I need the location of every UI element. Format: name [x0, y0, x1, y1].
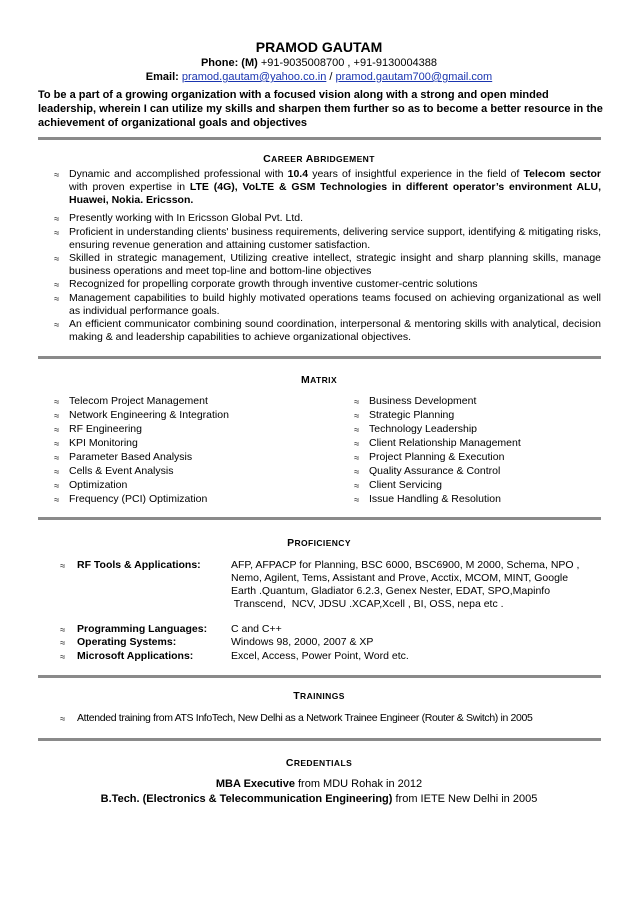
- bullet-icon: ≈: [60, 625, 66, 636]
- bullet-icon: ≈: [54, 481, 60, 492]
- bullet-icon: ≈: [54, 254, 60, 265]
- matrix-skill: Cells & Event Analysis: [69, 465, 174, 477]
- proficiency-value: AFP, AFPACP for Planning, BSC 6000, BSC6900, M 2000, Schema, NPO ,: [231, 559, 580, 571]
- matrix-skill: Optimization: [69, 479, 128, 491]
- section-divider: [38, 675, 601, 678]
- email-line: [0, 71, 638, 83]
- matrix-skill: Technology Leadership: [369, 423, 477, 435]
- bullet-icon: ≈: [354, 495, 360, 506]
- trainings-heading: TRAININGS: [293, 690, 345, 702]
- phone-label: Phone: (M): [200, 57, 258, 69]
- proficiency-heading: PROFICIENCY: [287, 537, 351, 549]
- proficiency-value: C and C++: [231, 623, 282, 635]
- bullet-icon: ≈: [54, 495, 60, 506]
- bullet-icon: ≈: [354, 467, 360, 478]
- credentials-heading: CREDENTIALS: [285, 757, 353, 769]
- career-item: Recognized for propelling corporate growth through inventive customer-centric solutions: [69, 278, 478, 290]
- bullet-icon: ≈: [60, 638, 66, 649]
- bullet-icon: ≈: [60, 714, 66, 725]
- candidate-name: PRAMOD GAUTAM: [255, 39, 383, 55]
- bullet-icon: ≈: [354, 439, 360, 450]
- proficiency-value: Excel, Access, Power Point, Word etc.: [231, 650, 409, 662]
- matrix-skill: Issue Handling & Resolution: [369, 493, 501, 505]
- bullet-icon: ≈: [54, 228, 60, 239]
- section-divider: [38, 738, 601, 741]
- proficiency-label: Programming Languages:: [77, 623, 208, 635]
- career-item: Proficient in understanding clients' business requirements, delivering service support, identifying & mitigating risks, ensuring revenue generation and attaining customer satisfaction.: [69, 226, 601, 252]
- proficiency-value: Windows 98, 2000, 2007 & XP: [231, 636, 374, 648]
- bullet-icon: ≈: [60, 561, 66, 572]
- proficiency-value: Earth .Quantum, Gladiator 6.2.3, Genex Nester, EDAT, SPO,Mapinfo: [231, 585, 551, 597]
- training-item: Attended training from ATS InfoTech, New Delhi as a Network Trainee Engineer (Router & Switch) in 2005: [77, 712, 533, 724]
- bullet-icon: ≈: [354, 397, 360, 408]
- proficiency-label: Microsoft Applications:: [77, 650, 194, 662]
- career-heading: CAREER ABRIDGEMENT: [263, 153, 375, 165]
- matrix-skill: Project Planning & Execution: [369, 451, 505, 463]
- credential-mba: MBA Executive from MDU Rohak in 2012: [215, 778, 423, 790]
- proficiency-label: RF Tools & Applications:: [77, 559, 201, 571]
- bullet-icon: ≈: [54, 294, 60, 305]
- bullet-icon: ≈: [354, 453, 360, 464]
- bullet-icon: ≈: [54, 170, 60, 181]
- proficiency-value: Nemo, Agilent, Tems, Assistant and Prove, Acctix, MCOM, MINT, Google: [231, 572, 569, 584]
- matrix-skill: Network Engineering & Integration: [69, 409, 229, 421]
- phone-numbers: +91-9035008700 , +91-9130004388: [260, 57, 438, 69]
- bullet-icon: ≈: [54, 397, 60, 408]
- proficiency-label: Operating Systems:: [77, 636, 177, 648]
- bullet-icon: ≈: [354, 425, 360, 436]
- matrix-skill: Parameter Based Analysis: [69, 451, 193, 463]
- matrix-skill: Strategic Planning: [369, 409, 455, 421]
- credential-btech: B.Tech. (Electronics & Telecommunication Engineering) from IETE New Delhi in 2005: [100, 793, 538, 805]
- bullet-icon: ≈: [54, 439, 60, 450]
- section-divider: [38, 137, 601, 140]
- section-divider: [38, 517, 601, 520]
- email-link-yahoo[interactable]: pramod.gautam@yahoo.co.in: [181, 71, 327, 83]
- section-divider: [38, 356, 601, 359]
- matrix-skill: Quality Assurance & Control: [369, 465, 501, 477]
- email-label: Email:: [145, 71, 179, 83]
- bullet-icon: ≈: [54, 320, 60, 331]
- bullet-icon: ≈: [60, 652, 66, 663]
- bullet-icon: ≈: [54, 453, 60, 464]
- matrix-skill: Client Servicing: [369, 479, 442, 491]
- matrix-heading: MATRIX: [300, 374, 338, 386]
- email-separator: /: [326, 71, 336, 83]
- career-item: Skilled in strategic management, Utilizing creative intellect, strategic insight and sharp planning skills, manage business operations and meet top-line and bottom-line objectives: [69, 252, 601, 278]
- career-item: Dynamic and accomplished professional with 10.4 years of insightful experience in the field of Telecom sector with proven expertise in LTE (4G), VoLTE & GSM Technologies in different operator’s environment ALU, Huawei, Nokia. Ericsson.: [69, 168, 601, 207]
- bullet-icon: ≈: [54, 280, 60, 291]
- career-item: Management capabilities to build highly motivated operations teams focused on achieving organizational as well as individual performance goals.: [69, 292, 601, 318]
- proficiency-value: Transcend, NCV, JDSU .XCAP,Xcell , BI, OSS, nepa etc .: [231, 598, 504, 610]
- bullet-icon: ≈: [354, 481, 360, 492]
- matrix-skill: RF Engineering: [69, 423, 142, 435]
- bullet-icon: ≈: [54, 214, 60, 225]
- bullet-icon: ≈: [54, 425, 60, 436]
- matrix-skill: KPI Monitoring: [69, 437, 138, 449]
- bullet-icon: ≈: [54, 467, 60, 478]
- phone-line: [0, 57, 638, 69]
- objective-statement: To be a part of a growing organization with a focused vision along with a strong and open minded leadership, wherein I can utilize my skills and sharpen them further so as to become a better resource in the achievement of organizational goals and objectives: [38, 89, 603, 129]
- matrix-skill: Telecom Project Management: [69, 395, 208, 407]
- bullet-icon: ≈: [354, 411, 360, 422]
- career-item: Presently working with In Ericsson Global Pvt. Ltd.: [69, 212, 304, 224]
- email-link-gmail[interactable]: pramod.gautam700@gmail.com: [335, 71, 493, 83]
- matrix-skill: Business Development: [369, 395, 477, 407]
- matrix-skill: Client Relationship Management: [369, 437, 521, 449]
- career-item: An efficient communicator combining sound coordination, interpersonal & mentoring skills with analytical, decision making & and leadership capabilities to achieve organizational objectives.: [69, 318, 601, 344]
- bullet-icon: ≈: [54, 411, 60, 422]
- matrix-skill: Frequency (PCI) Optimization: [69, 493, 208, 505]
